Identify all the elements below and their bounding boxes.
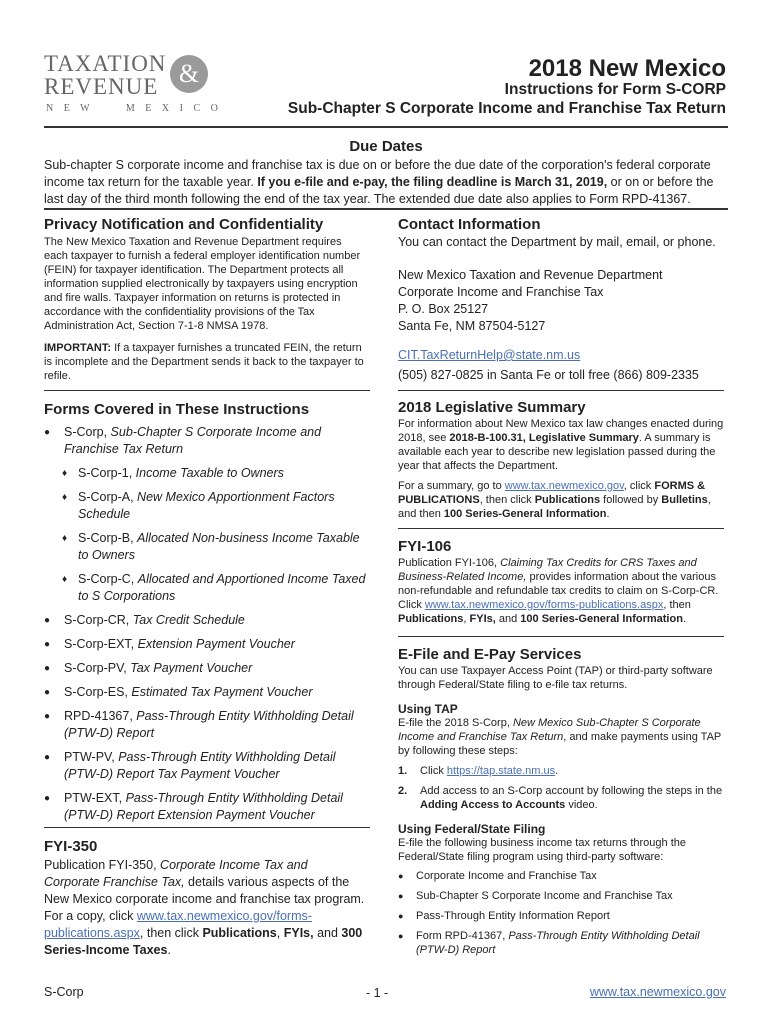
right-divider-2 [398,528,724,529]
contact-intro: You can contact the Department by mail, email, or phone. [398,235,716,249]
due-dates-text: Sub-chapter S corporate income and franchise tax is due on or before the due date of the corporation's federal corporate income tax return for the taxable year. If you e-file and e-pay, the filing deadline is March 31, 2019, or on or before the last day of the third month following the end of the tax year. The extended due date also applies to Form RPD-41367. [44,158,714,206]
forms-heading: Forms Covered in These Instructions [44,401,310,418]
list-item: ● S-Corp-EXT, Extension Payment Voucher [44,637,295,651]
privacy-important: IMPORTANT: If a taxpayer furnishes a truncated FEIN, the return is incomplete and the Department sends it back to the taxpayer to refile. [44,342,364,382]
list-item: ● Sub-Chapter S Corporate Income and Franchise Tax [398,890,673,902]
tap-heading: Using TAP [398,702,458,716]
forms-section [44,401,366,824]
list-item: ● Corporate Income and Franchise Tax [398,870,597,882]
list-item: ● S-Corp, Sub-Chapter S Corporate Income and Franchise Tax Return [44,425,322,456]
logo-ampersand-icon: & [170,55,208,93]
tap-step-2: 2. Add access to an S-Corp account by following the steps in the Adding Access to Accounts video. [398,785,723,811]
footer-page-number: - 1 - [366,986,389,1000]
fyi350-section [44,838,366,959]
privacy-text: The New Mexico Taxation and Revenue Department requires each taxpayer to furnish a federal employer identification number (FEIN) for taxpayer identification. The Department protects all information supplied electronically by taxpayers using encryption and fire walls. Taxpayer information on returns is protected in accordance with the confidentiality provisions of the Tax Administration Act, Section 7-1-8 NMSA 1978. [44,236,361,332]
list-item: ● PTW-PV, Pass-Through Entity Withholding Detail (PTW-D) Report Tax Payment Voucher [44,750,336,781]
fyi106-heading: FYI-106 [398,538,452,555]
list-item: ● RPD-41367, Pass-Through Entity Withholding Detail (PTW-D) Report [44,709,354,740]
list-item: ● S-Corp-PV, Tax Payment Voucher [44,661,253,675]
page-subtitle: Instructions for Form S-CORP [504,81,726,98]
legislative-section [398,399,728,521]
contact-heading: Contact Information [398,216,541,233]
section-divider [44,208,728,210]
fyi350-link[interactable]: www.tax.newmexico.gov/forms-publications.aspx [44,909,312,940]
tap-text: E-file the 2018 S-Corp, New Mexico Sub-Chapter S Corporate Income and Franchise Tax Return, and make payments using TAP by following these steps: [398,717,722,757]
efile-section [398,646,728,957]
right-divider-1 [398,390,724,391]
list-item: ● Pass-Through Entity Information Report [398,910,610,922]
left-divider-2 [44,827,370,828]
logo-new-mexico: N E W M E X I C O [46,103,222,114]
list-item: ♦ S-Corp-B, Allocated Non-business Income Taxable to Owners [62,531,360,562]
tap-step-1: 1. Click https://tap.state.nm.us. [398,765,559,777]
federal-state-intro: E-file the following business income tax returns through the Federal/State filing program using third-party software: [398,837,686,863]
list-item: ● S-Corp-ES, Estimated Tax Payment Voucher [44,685,313,699]
contact-phone: (505) 827-0825 in Santa Fe or toll free (866) 809-2335 [398,368,699,382]
fyi350-text: Publication FYI-350, Corporate Income Tax and Corporate Franchise Tax, details various aspects of the New Mexico corporate income and franchise tax program. For a copy, click www.tax.newmexico.gov/forms-publications.aspx, then click Publications, FYIs, and 300 Series-Income Taxes. [44,858,365,957]
efile-intro: You can use Taxpayer Access Point (TAP) or third-party software through Federal/State filing to e-file tax returns. [398,665,713,691]
page-subtitle-2: Sub-Chapter S Corporate Income and Franchise Tax Return [287,100,726,117]
fyi106-section [398,538,728,626]
page-title: 2018 New Mexico [528,55,726,82]
fyi106-link[interactable]: www.tax.newmexico.gov/forms-publications.aspx [424,599,664,611]
footer-website-link[interactable]: www.tax.newmexico.gov [589,985,726,999]
privacy-heading: Privacy Notification and Confidentiality [44,216,324,233]
list-item: ● PTW-EXT, Pass-Through Entity Withholding Detail (PTW-D) Report Extension Payment Voucher [44,791,343,822]
contact-email-link[interactable]: CIT.TaxReturnHelp@state.nm.us [398,348,581,362]
list-item: ♦ S-Corp-1, Income Taxable to Owners [62,466,284,480]
fyi350-heading: FYI-350 [44,838,98,855]
list-item: ● S-Corp-CR, Tax Credit Schedule [44,613,245,627]
list-item: ♦ S-Corp-C, Allocated and Apportioned Income Taxed to S Corporations [62,572,366,603]
logo-revenue: REVENUE [44,74,159,99]
fyi106-text: Publication FYI-106, Claiming Tax Credits for CRS Taxes and Business-Related Income, provides information about the various non-refundable and refundable tax credits to claim on S-Corp-CR. Click www.tax.newmexico.gov/forms-publications.aspx, then Publications, FYIs, and 100 Series-General Information. [398,557,719,625]
contact-address: New Mexico Taxation and Revenue Department Corporate Income and Franchise Tax P. O. Box 25127 Santa Fe, NM 87504-5127 [398,268,663,333]
left-divider-1 [44,390,370,391]
efile-heading: E-File and E-Pay Services [398,646,582,663]
logo-taxation: TAXATION [44,51,167,76]
due-dates-heading: Due Dates [349,138,423,155]
list-item: ● Form RPD-41367, Pass-Through Entity Withholding Detail (PTW-D) Report [398,930,700,956]
legislative-heading: 2018 Legislative Summary [398,399,586,416]
due-dates-section [44,138,728,208]
right-divider-3 [398,636,724,637]
tap-link[interactable]: https://tap.state.nm.us [446,765,556,777]
legislative-text: For information about New Mexico tax law changes enacted during 2018, see 2018-B-100.31, Legislative Summary. A summary is available each year to describe new legislation passed during the year that affects the Department. [398,418,724,472]
legislative-link[interactable]: www.tax.newmexico.gov [504,480,624,492]
list-item: ♦ S-Corp-A, New Mexico Apportionment Factors Schedule [62,490,335,521]
legislative-howto: For a summary, go to www.tax.newmexico.gov, click FORMS & PUBLICATIONS, then click Publications followed by Bulletins, and then 100 Series-General Information. [398,480,711,520]
federal-state-heading: Using Federal/State Filing [398,822,546,836]
privacy-section [44,216,366,383]
contact-section [398,216,728,384]
footer-form-name: S-Corp [44,985,84,999]
header-divider [44,126,728,128]
